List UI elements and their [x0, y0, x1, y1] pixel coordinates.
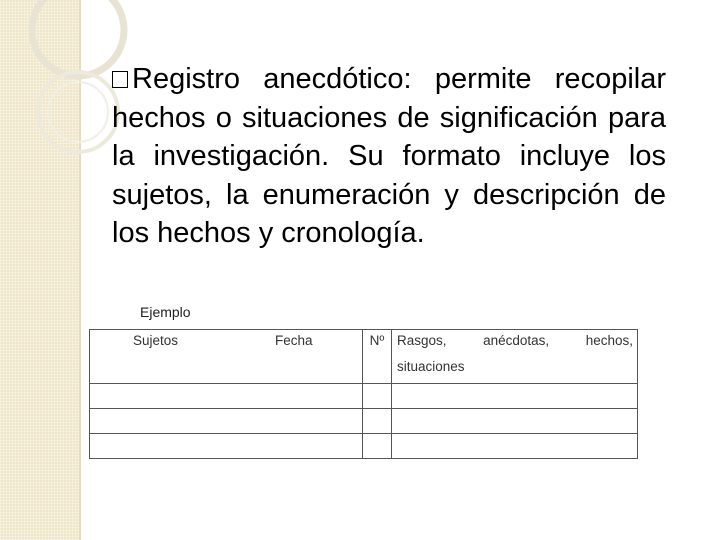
table-row: [90, 434, 638, 459]
example-label: Ejemplo: [140, 304, 191, 320]
table-cell: [363, 409, 392, 434]
table-cell: [90, 434, 363, 459]
table-cell: [90, 384, 363, 409]
header-cell-rasgos: [392, 330, 638, 384]
table-row: [90, 384, 638, 409]
square-bullet-icon: [112, 71, 128, 88]
bullet-term: Registro anecdótico:: [132, 63, 412, 95]
example-table: [89, 329, 638, 459]
table-cell: [90, 409, 363, 434]
table-row: [90, 409, 638, 434]
table-cell: [392, 434, 638, 459]
bullet-paragraph: [112, 60, 666, 253]
header-cell-sujetos-fecha: [90, 330, 363, 384]
table-cell: [392, 409, 638, 434]
header-cell-numero: [363, 330, 392, 384]
table-header-row: [90, 330, 638, 384]
header-sujetos: Sujetos: [133, 333, 179, 348]
header-fecha: Fecha: [275, 333, 313, 348]
table-cell: [363, 384, 392, 409]
header-rasgos-word: Rasgos,: [397, 333, 447, 348]
header-numero: Nº: [369, 333, 385, 348]
table-cell: [363, 434, 392, 459]
header-situaciones-word: situaciones: [397, 359, 465, 374]
table-cell: [392, 384, 638, 409]
bullet-body: permite recopilar hechos o situaciones de significación para la investigación. Su formato incluye los sujetos, la enumeración y descripción de los hechos y cronología.: [112, 63, 666, 249]
header-anecdotas-word: anécdotas,: [483, 333, 550, 348]
header-hechos-word: hechos,: [585, 333, 633, 348]
